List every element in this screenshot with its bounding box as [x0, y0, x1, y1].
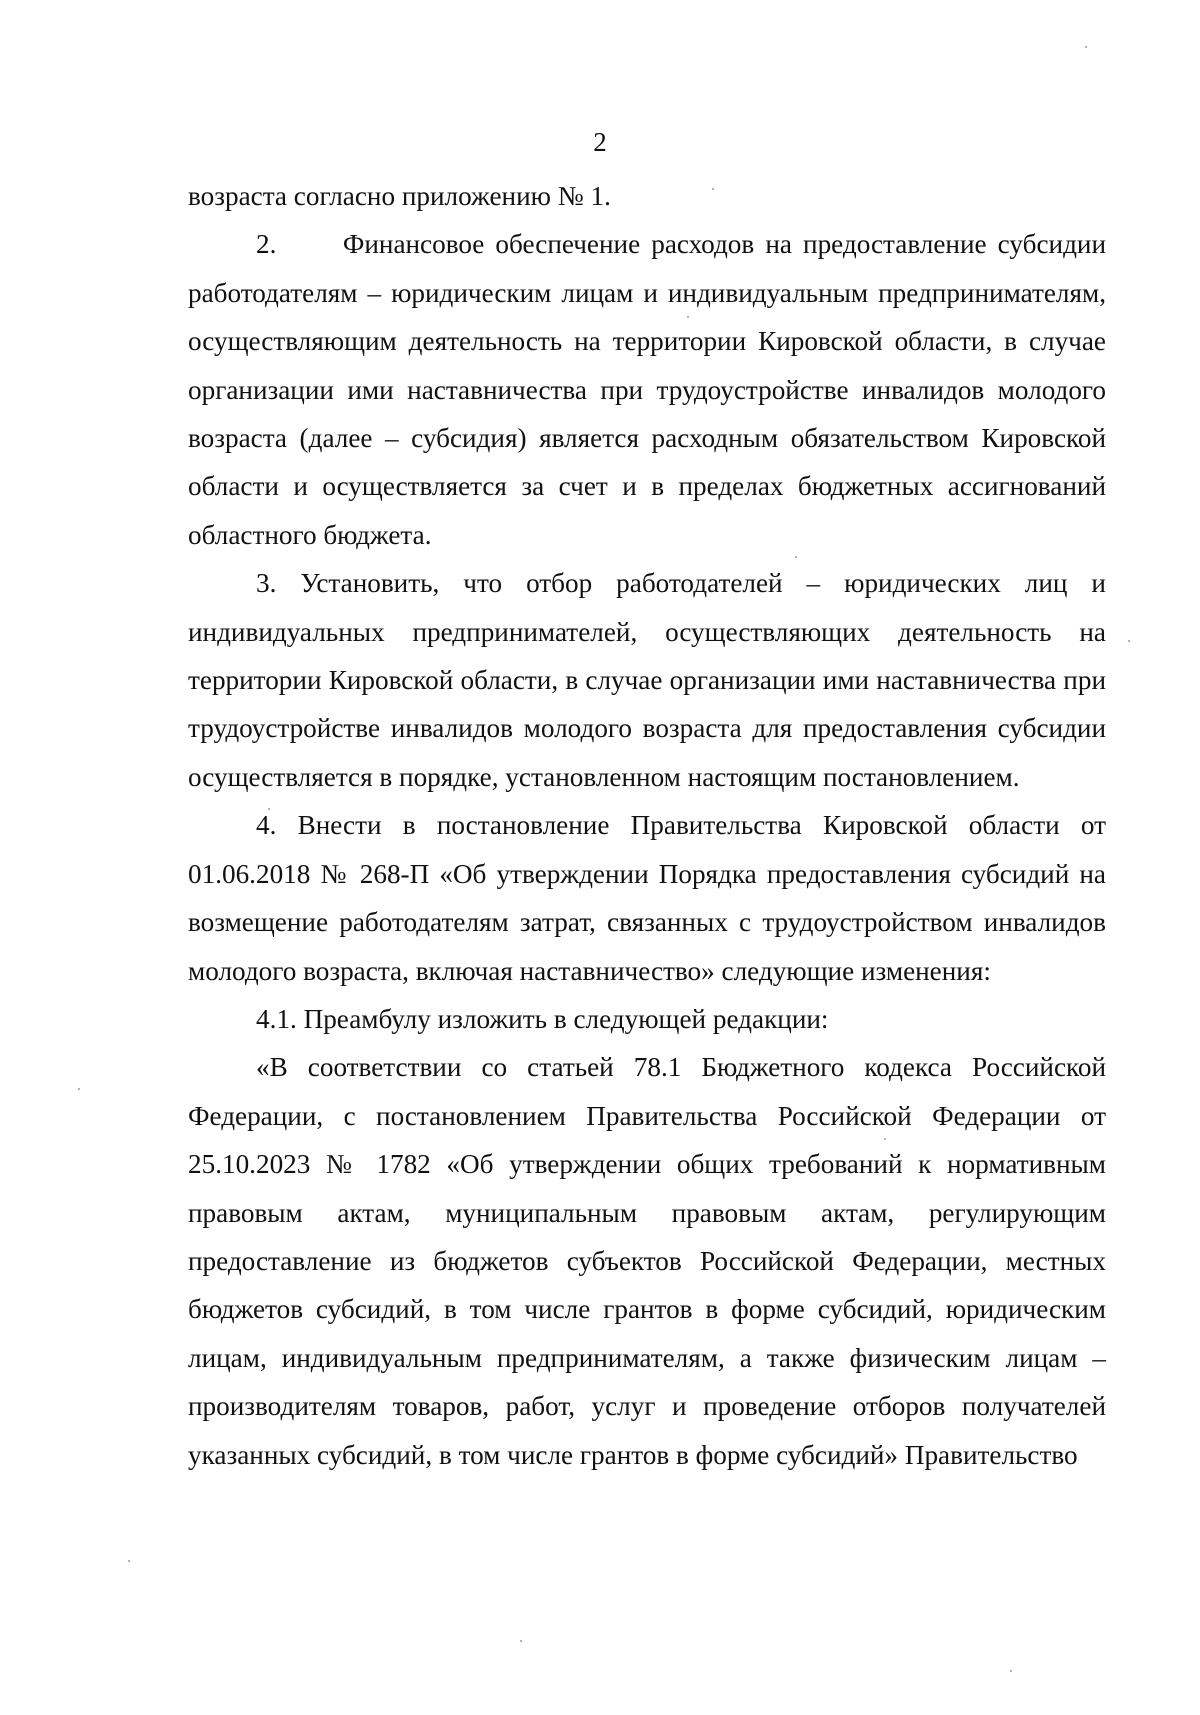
paragraph-continuation: возраста согласно приложению № 1. — [188, 181, 611, 211]
paragraph-item-4: 4. Внести в постановление Правительства Кировской области от 01.06.2018 № 268-П «Об утверждении Порядка предоставления субсидий на возмещение работодателям затрат, связанных с трудоустройством инвалидов молодого возраста, включая наставничество» следующие изменения: — [188, 810, 1106, 986]
document-body — [188, 172, 1106, 1479]
page-number: 2 — [593, 127, 607, 157]
paragraph-item-3: 3. Установить, что отбор работодателей – юридических лиц и индивидуальных предпринимателей, осуществляющих деятельность на территории Кировской области, в случае организации ими наставничества при трудоустройстве инвалидов молодого возраста для предоставления субсидии осуществляется в порядке, установленном настоящим постановлением. — [188, 568, 1106, 792]
scan-speck — [78, 1088, 80, 1090]
scan-speck — [1010, 1670, 1012, 1672]
paragraph-item-2: 2. Финансовое обеспечение расходов на предоставление субсидии работодателям – юридическим лицам и индивидуальным предпринимателям, осуществляющим деятельность на территории Кировской области, в случае организации ими наставничества при трудоустройстве инвалидов молодого возраста (далее – субсидия) является расходным обязательством Кировской области и осуществляется за счет и в пределах бюджетных ассигнований областного бюджета. — [188, 229, 1106, 550]
scan-speck — [884, 1138, 886, 1140]
scan-speck — [687, 316, 689, 318]
paragraph-item-4-1: 4.1. Преамбулу изложить в следующей редакции: — [256, 1003, 829, 1034]
scan-speck — [712, 188, 714, 190]
scan-speck — [520, 1640, 522, 1642]
scan-speck — [1128, 640, 1130, 642]
paragraph-preamble-quote: «В соответствии со статьей 78.1 Бюджетного кодекса Российской Федерации, с постановлением Правительства Российской Федерации от 25.10.2023 № 1782 «Об утверждении общих требований к нормативным правовым актам, муниципальным правовым актам, регулирующим предоставление из бюджетов субъектов Российской Федерации, местных бюджетов субсидий, в том числе грантов в форме субсидий, юридическим лицам, индивидуальным предпринимателям, а также физическим лицам – производителям товаров, работ, услуг и проведение отборов получателей указанных субсидий, в том числе грантов в форме субсидий» Правительство — [188, 1052, 1106, 1470]
scan-speck — [268, 808, 270, 810]
scan-speck — [128, 1560, 130, 1562]
scan-speck — [1085, 46, 1087, 48]
scan-speck — [795, 556, 797, 558]
